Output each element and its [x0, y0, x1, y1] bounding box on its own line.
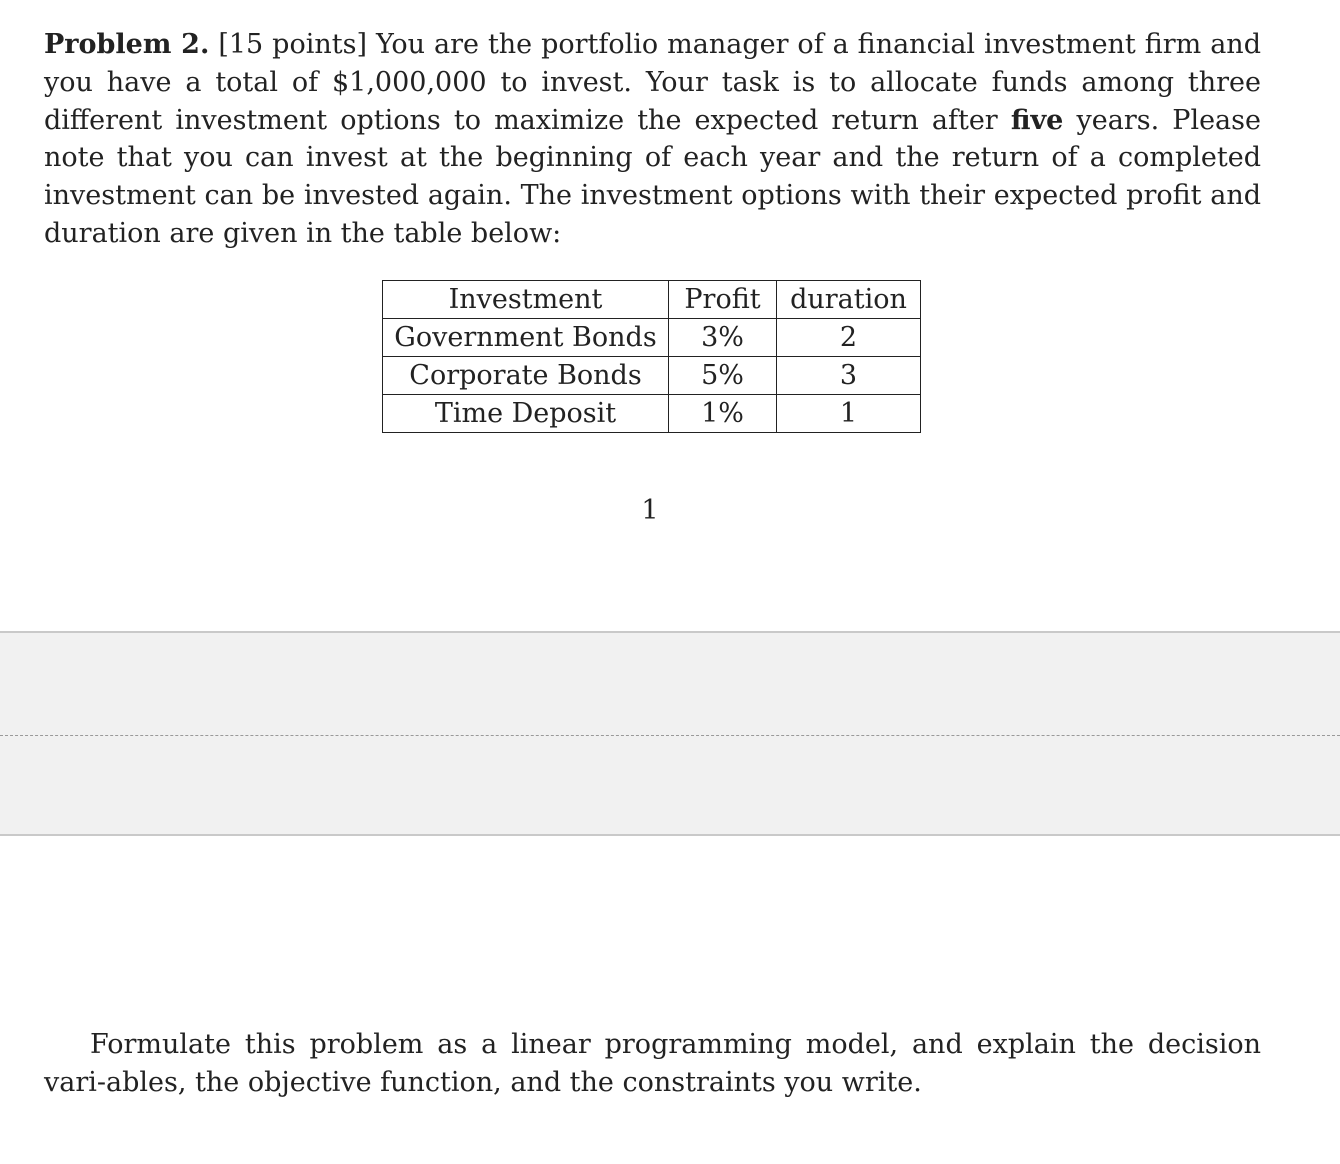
problem-bold-word: five	[1010, 104, 1064, 136]
problem-statement	[44, 26, 1261, 253]
cell-profit: 5%	[669, 357, 777, 395]
cell-profit: 3%	[669, 319, 777, 357]
cell-profit: 1%	[669, 395, 777, 433]
problem-heading: Problem 2.	[44, 29, 210, 60]
cell-investment: Government Bonds	[383, 319, 669, 357]
cell-investment: Time Deposit	[383, 395, 669, 433]
cell-duration: 2	[777, 319, 921, 357]
continuation-text: Formulate this problem as a linear programming model, and explain the decision vari-ables, the objective function, and the constraints you write.	[44, 1029, 1261, 1098]
investment-table	[382, 280, 921, 433]
header-duration: duration	[777, 281, 921, 319]
table-row	[383, 319, 921, 357]
page-break-dashed-line	[0, 735, 1340, 736]
table-row	[383, 357, 921, 395]
header-investment: Investment	[383, 281, 669, 319]
header-profit: Profit	[669, 281, 777, 319]
table-row	[383, 395, 921, 433]
page-number: 1	[641, 495, 659, 526]
problem-text-part-2: years. Please note that you can invest at the beginning of each year and the return of a completed investment can be invested again. The investment options with their expected profit and duration are given in the table below:	[44, 104, 1261, 249]
cell-investment: Corporate Bonds	[383, 357, 669, 395]
table-header-row	[383, 281, 921, 319]
cell-duration: 1	[777, 395, 921, 433]
cell-duration: 3	[777, 357, 921, 395]
page-break	[0, 631, 1340, 836]
problem-points: [15 points]	[218, 29, 367, 60]
problem-text-part-1: You are the portfolio manager of a financial investment firm and you have a total of $1,000,000 to invest. Your task is to allocate funds among three different investment options to maximize the expected return after	[44, 29, 1261, 136]
